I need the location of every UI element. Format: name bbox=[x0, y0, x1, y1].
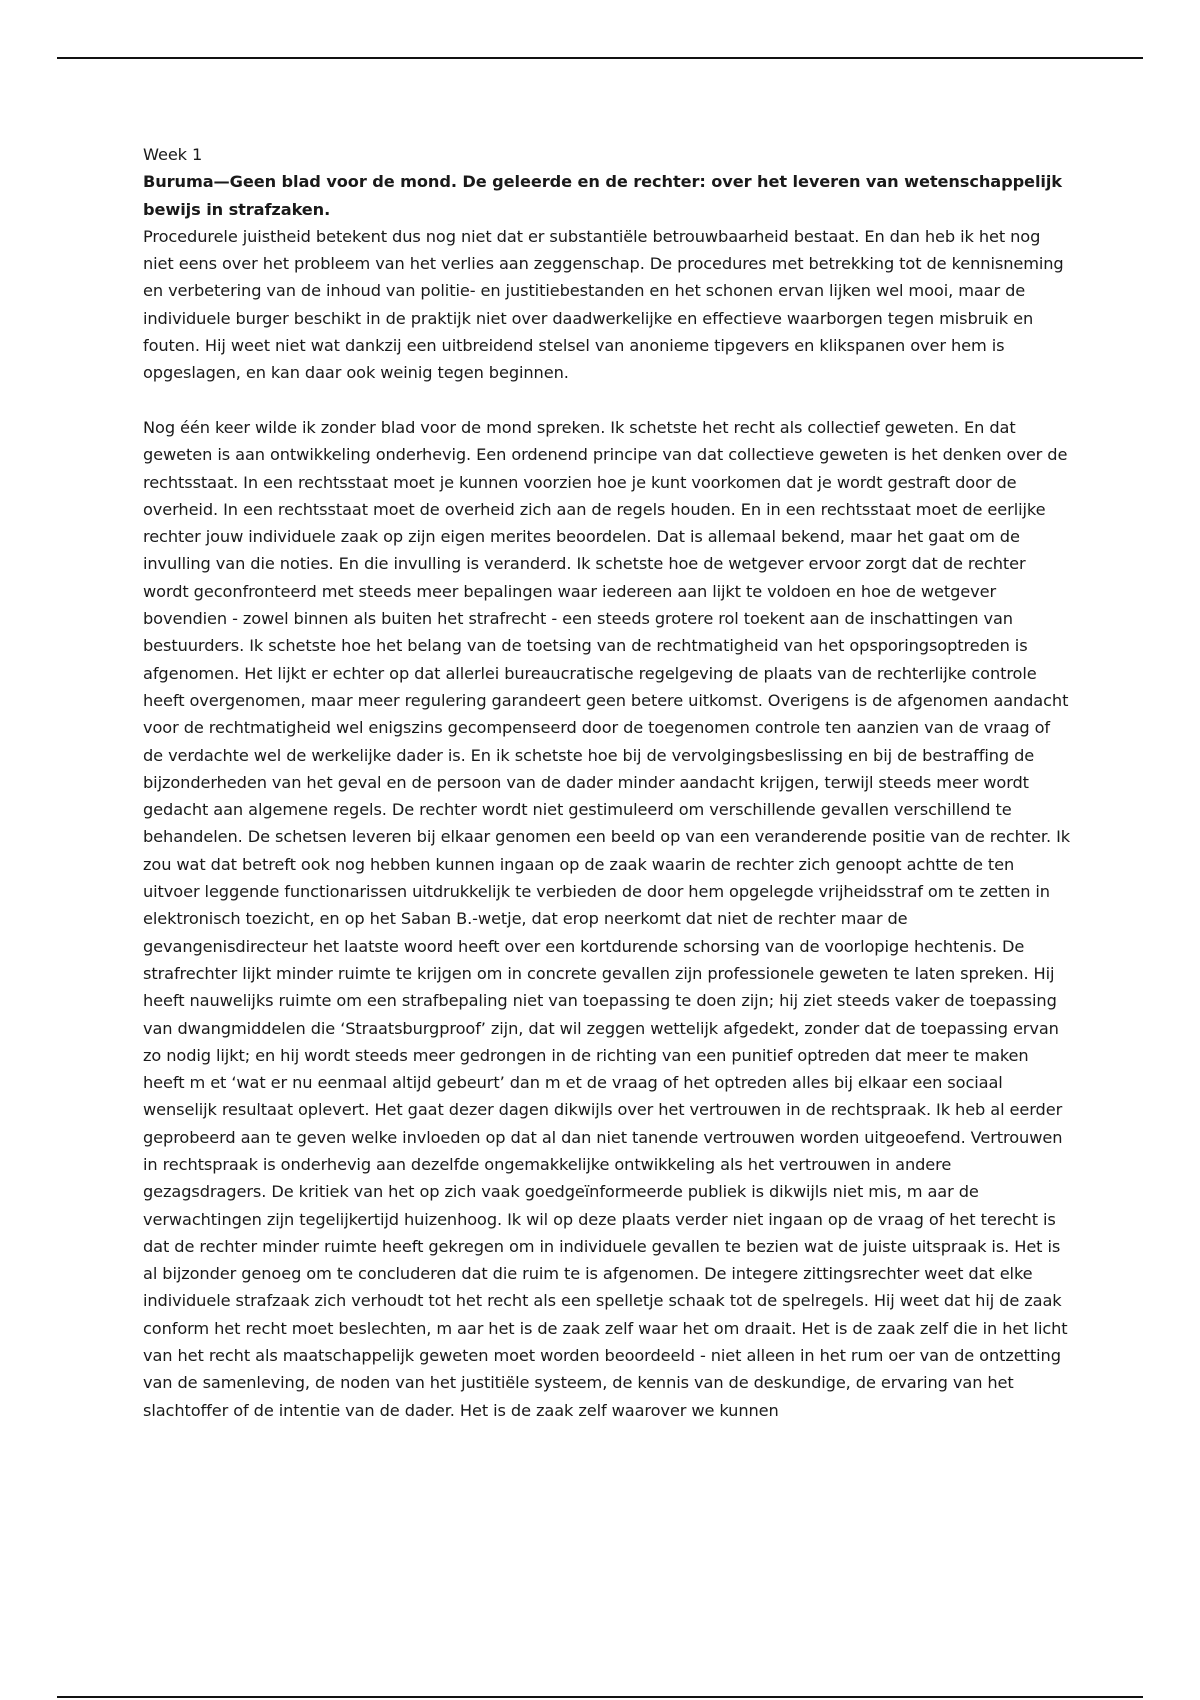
bottom-divider bbox=[57, 1696, 1143, 1698]
top-divider bbox=[57, 57, 1143, 59]
document-body bbox=[143, 141, 1073, 1424]
document-title: Buruma—Geen blad voor de mond. De geleerde en de rechter: over het leveren van wetenschappelijk bewijs in strafzaken. bbox=[143, 172, 1062, 219]
week-label: Week 1 bbox=[143, 145, 203, 164]
paragraph-1: Procedurele juistheid betekent dus nog niet dat er substantiële betrouwbaarheid bestaat. En dan heb ik het nog niet eens over het probleem van het verlies aan zeggenschap. De procedures met betrekking tot de kennisneming en verbetering van de inhoud van politie- en justitiebestanden en het schonen ervan lijken wel mooi, maar de individuele burger beschikt in de praktijk niet over daadwerkelijke en effectieve waarborgen tegen misbruik en fouten. Hij weet niet wat dankzij een uitbreidend stelsel van anonieme tipgevers en klikspanen over hem is opgeslagen, en kan daar ook weinig tegen beginnen. bbox=[143, 226, 1064, 383]
paragraph-2: Nog één keer wilde ik zonder blad voor de mond spreken. Ik schetste het recht als collectief geweten. En dat geweten is aan ontwikkeling onderhevig. Een ordenend principe van dat collectieve geweten is het denken over de rechtsstaat. In een rechtsstaat moet je kunnen voorzien hoe je kunt voorkomen dat je wordt gestraft door de overheid. In een rechtsstaat moet de overheid zich aan de regels houden. En in een rechtsstaat moet de eerlijke rechter jouw individuele zaak op zijn eigen merites beoordelen. Dat is allemaal bekend, maar het gaat om de invulling van die noties. En die invulling is veranderd. Ik schetste hoe de wetgever ervoor zorgt dat de rechter wordt geconfronteerd met steeds meer bepalingen waar iedereen aan lijkt te voldoen en hoe de wetgever bovendien - zowel binnen als buiten het strafrecht - een steeds grotere rol toekent aan de inschattingen van bestuurders. Ik schetste hoe het belang van de toetsing van de rechtmatigheid van het opsporingsoptreden is afgenomen. Het lijkt er echter op dat allerlei bureaucratische regelgeving de plaats van de rechterlijke controle heeft overgenomen, maar meer regulering garandeert geen betere uitkomst. Overigens is de afgenomen aandacht voor de rechtmatigheid wel enigszins gecompenseerd door de toegenomen controle ten aanzien van de vraag of de verdachte wel de werkelijke dader is. En ik schetste hoe bij de vervolgingsbeslissing en bij de bestraffing de bijzonderheden van het geval en de persoon van de dader minder aandacht krijgen, terwijl steeds meer wordt gedacht aan algemene regels. De rechter wordt niet gestimuleerd om verschillende gevallen verschillend te behandelen. De schetsen leveren bij elkaar genomen een beeld op van een veranderende positie van de rechter. Ik zou wat dat betreft ook nog hebben kunnen ingaan op de zaak waarin de rechter zich genoopt achtte de ten uitvoer leggende functionarissen uitdrukkelijk te verbieden de door hem opgelegde vrijheidsstraf om te zetten in elektronisch toezicht, en op het Saban B.-wetje, dat erop neerkomt dat niet de rechter maar de gevangenisdirecteur het laatste woord heeft over een kortdurende schorsing van de voorlopige hechtenis. De strafrechter lijkt minder ruimte te krijgen om in concrete gevallen zijn professionele geweten te laten spreken. Hij heeft nauwelijks ruimte om een strafbepaling niet van toepassing te doen zijn; hij ziet steeds vaker de toepassing van dwangmiddelen die ‘Straatsburgproof’ zijn, dat wil zeggen wettelijk afgedekt, zonder dat de toepassing ervan zo nodig lijkt; en hij wordt steeds meer gedrongen in de richting van een punitief optreden dat meer te maken heeft m et ‘wat er nu eenmaal altijd gebeurt’ dan m et de vraag of het optreden alles bij elkaar een sociaal wenselijk resultaat oplevert. Het gaat dezer dagen dikwijls over het vertrouwen in de rechtspraak. Ik heb al eerder geprobeerd aan te geven welke invloeden op dat al dan niet tanende vertrouwen worden uitgeoefend. Vertrouwen in rechtspraak is onderhevig aan dezelfde ongemakkelijke ontwikkeling als het vertrouwen in andere gezagsdragers. De kritiek van het op zich vaak goedgeïnformeerde publiek is dikwijls niet mis, m aar de verwachtingen zijn tegelijkertijd huizenhoog. Ik wil op deze plaats verder niet ingaan op de vraag of het terecht is dat de rechter minder ruimte heeft gekregen om in individuele gevallen te bezien wat de juiste uitspraak is. Het is al bijzonder genoeg om te concluderen dat die ruim te is afgenomen. De integere zittingsrechter weet dat elke individuele strafzaak zich verhoudt tot het recht als een spelletje schaak tot de spelregels. Hij weet dat hij de zaak conform het recht moet beslechten, m aar het is de zaak zelf waar het om draait. Het is de zaak zelf die in het licht van het recht als maatschappelijk geweten moet worden beoordeeld - niet alleen in het rum oer van de ontzetting van de samenleving, de noden van het justitiële systeem, de kennis van de deskundige, de ervaring van het slachtoffer of de intentie van de dader. Het is de zaak zelf waarover we kunnen bbox=[143, 417, 1071, 1420]
